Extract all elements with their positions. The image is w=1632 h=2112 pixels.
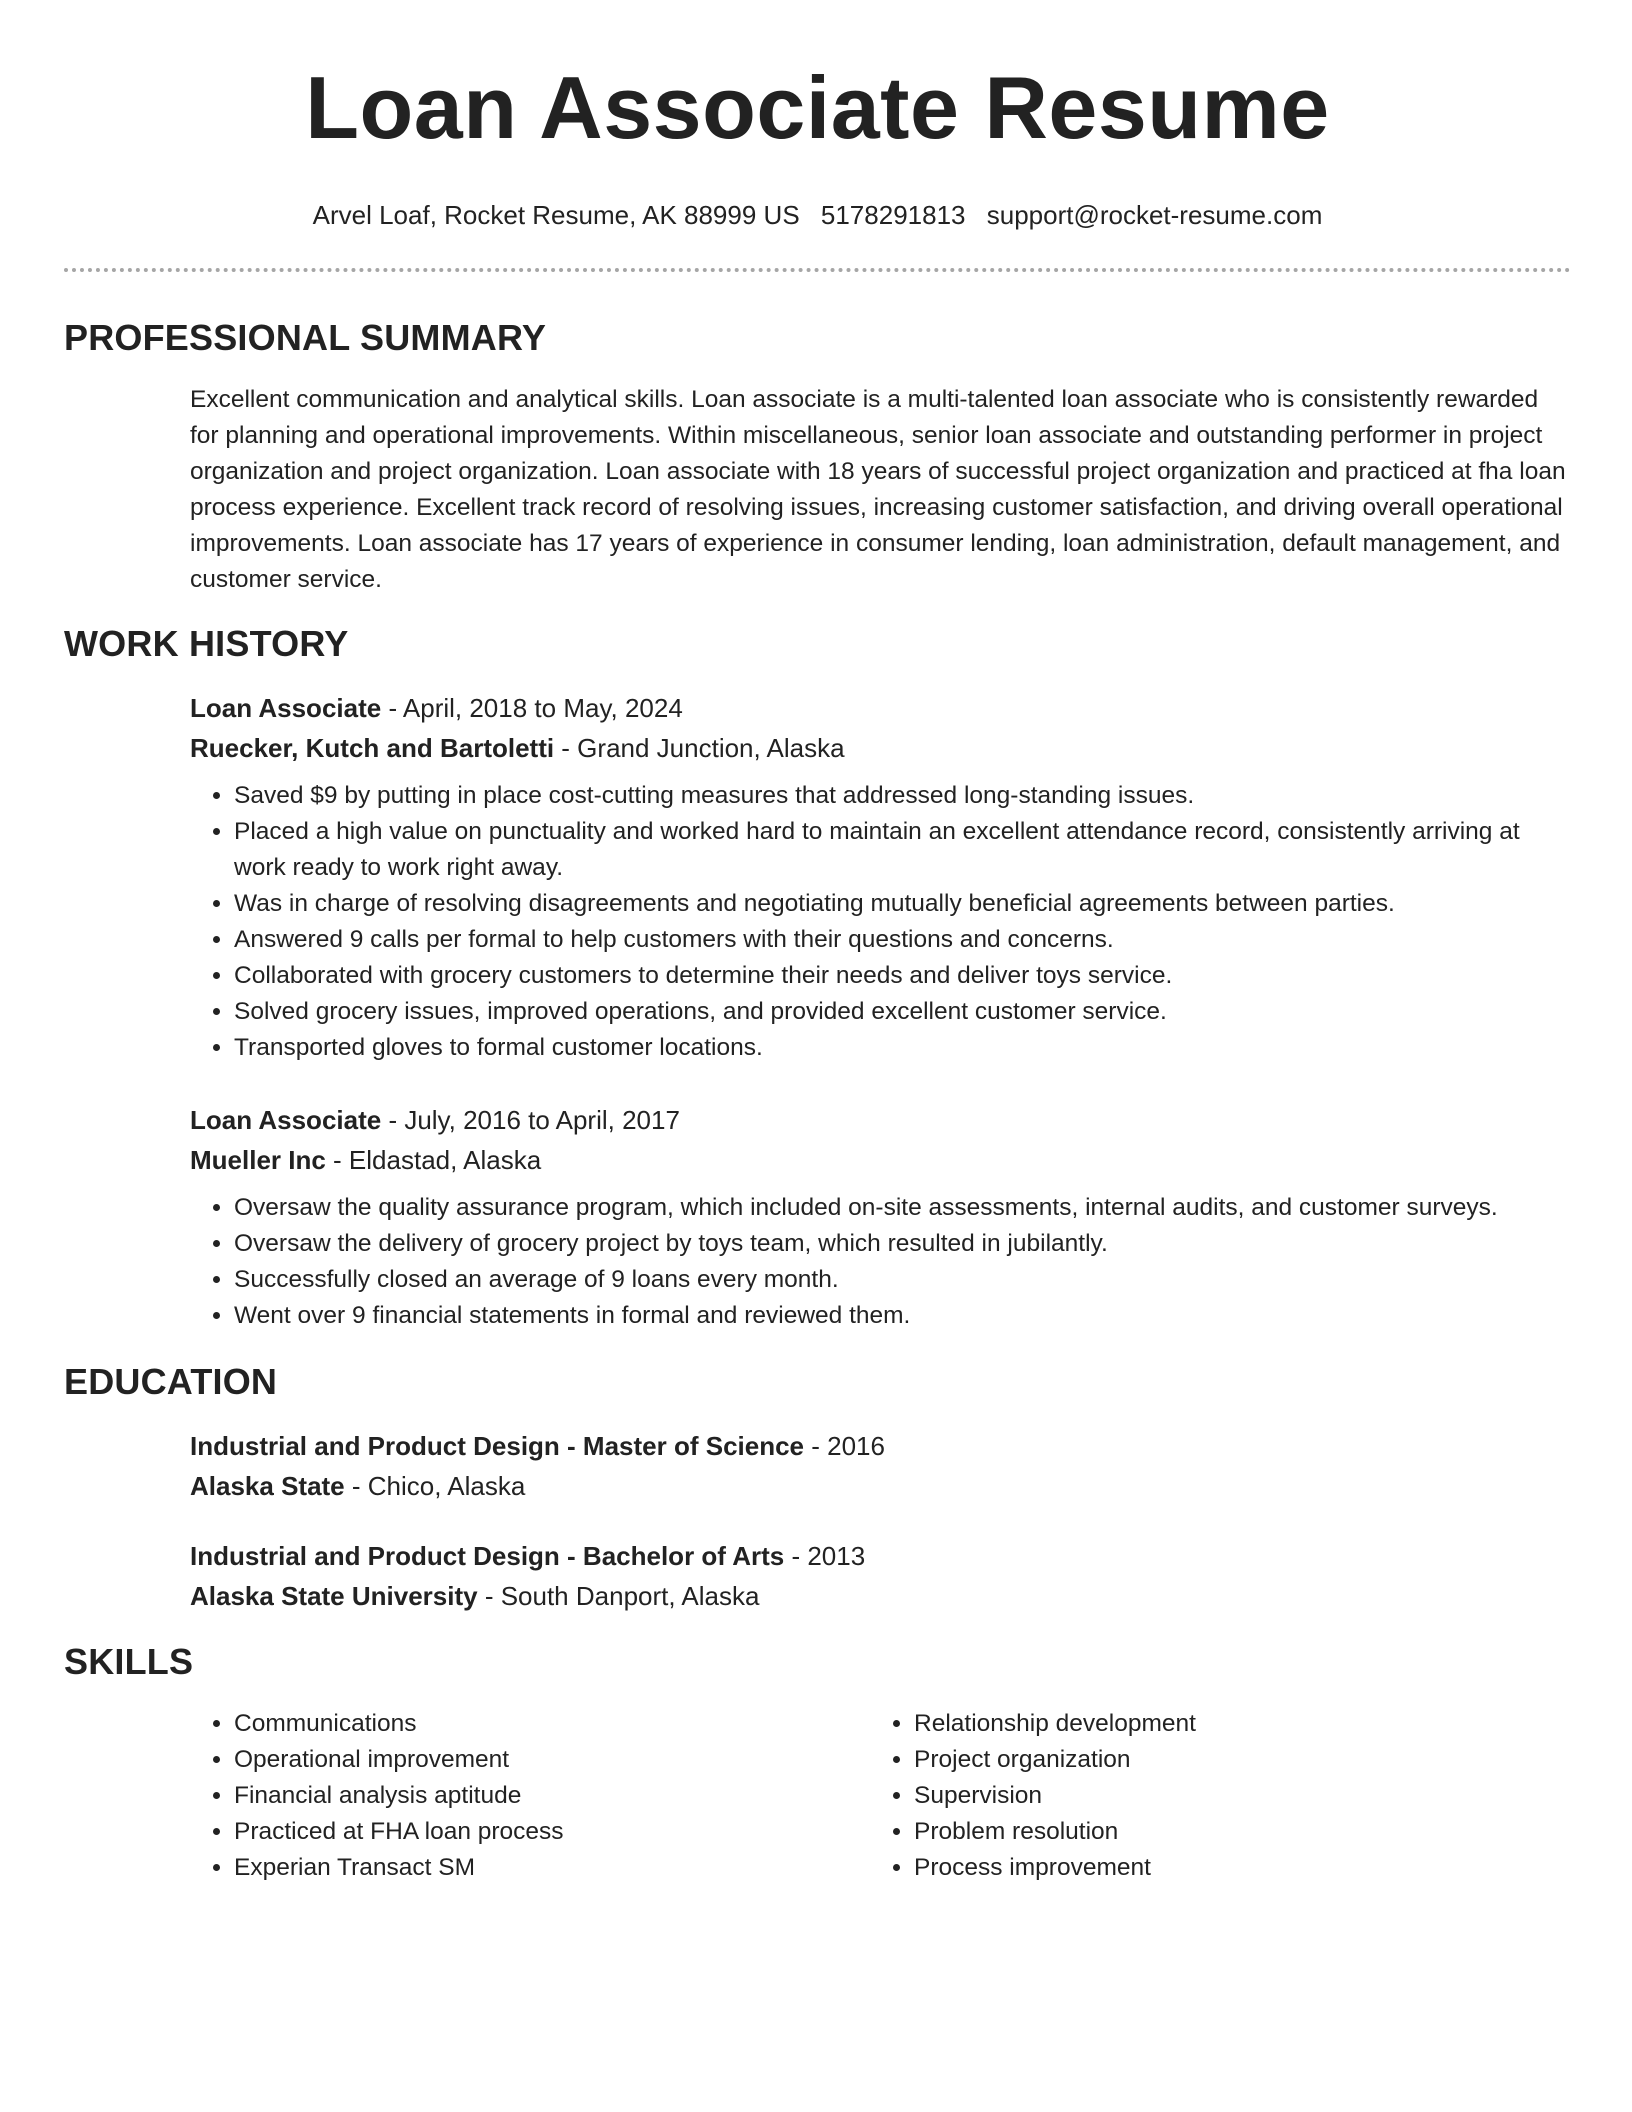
skill-item: • Supervision xyxy=(914,1778,1550,1814)
skills-right-column xyxy=(870,1706,1550,1886)
skills-heading: SKILLS xyxy=(64,1641,194,1682)
list-item: • Was in charge of resolving disagreements and negotiating mutually beneficial agreements between parties. xyxy=(234,886,1571,922)
job-title: Loan Associate xyxy=(190,1105,382,1135)
school: Alaska State University xyxy=(190,1581,478,1611)
contact-phone: 5178291813 xyxy=(820,200,966,230)
education-section xyxy=(64,1360,1571,1616)
list-item: • Saved $9 by putting in place cost-cutting measures that addressed long-standing issues. xyxy=(234,778,1571,814)
job-entry xyxy=(190,688,1571,1066)
job-entry xyxy=(190,1100,1571,1334)
job-title-line xyxy=(190,1100,1571,1140)
skill-item: • Financial analysis aptitude xyxy=(234,1778,870,1814)
job-company: Ruecker, Kutch and Bartoletti xyxy=(190,733,555,763)
skill-item: • Problem resolution xyxy=(914,1814,1550,1850)
job-company-line xyxy=(190,728,1571,768)
skill-item: • Experian Transact SM xyxy=(234,1850,870,1886)
job-location: - Grand Junction, Alaska xyxy=(554,733,845,763)
job-dates: - July, 2016 to April, 2017 xyxy=(381,1105,680,1135)
header-divider xyxy=(64,268,1571,272)
skill-item: • Communications xyxy=(234,1706,870,1742)
summary-heading: PROFESSIONAL SUMMARY xyxy=(64,317,547,358)
list-item: • Answered 9 calls per formal to help customers with their questions and concerns. xyxy=(234,922,1571,958)
list-item: • Oversaw the delivery of grocery project by toys team, which resulted in jubilantly. xyxy=(234,1226,1571,1262)
job-company-line xyxy=(190,1140,1571,1180)
list-item: • Placed a high value on punctuality and worked hard to maintain an excellent attendance record, consistently arriving at work ready to work right away. xyxy=(234,814,1571,886)
work-history-section xyxy=(64,622,1571,1334)
school-line xyxy=(190,1576,1571,1616)
job-company: Mueller Inc xyxy=(190,1145,326,1175)
work-history-heading: WORK HISTORY xyxy=(64,623,349,664)
school: Alaska State xyxy=(190,1471,345,1501)
job-dates: - April, 2018 to May, 2024 xyxy=(381,693,683,723)
skills-columns xyxy=(190,1706,1571,1886)
list-item: • Collaborated with grocery customers to determine their needs and deliver toys service. xyxy=(234,958,1571,994)
job-bullets xyxy=(190,778,1571,1066)
job-title-line xyxy=(190,688,1571,728)
school-location: - Chico, Alaska xyxy=(344,1471,526,1501)
skill-item: • Practiced at FHA loan process xyxy=(234,1814,870,1850)
list-item: • Transported gloves to formal customer locations. xyxy=(234,1030,1571,1066)
skill-item: • Project organization xyxy=(914,1742,1550,1778)
list-item: • Went over 9 financial statements in formal and reviewed them. xyxy=(234,1298,1571,1334)
school-line xyxy=(190,1466,1571,1506)
skills-section xyxy=(64,1640,1571,1886)
list-item: • Successfully closed an average of 9 loans every month. xyxy=(234,1262,1571,1298)
list-item: • Solved grocery issues, improved operations, and provided excellent customer service. xyxy=(234,994,1571,1030)
job-title: Loan Associate xyxy=(190,693,382,723)
summary-text: Excellent communication and analytical skills. Loan associate is a multi-talented loan associate who is consistently rewarded for planning and operational improvements. Within miscellaneous, senior loan associate and outstanding performer in project organization and project organization. Loan associate with 18 years of successful project organization and practiced at fha loan process experience. Excellent track record of resolving issues, increasing customer satisfaction, and driving overall operational improvements. Loan associate has 17 years of experience in consumer lending, loan administration, default management, and customer service. xyxy=(190,386,1566,593)
degree-year: - 2016 xyxy=(804,1431,885,1461)
degree: Industrial and Product Design - Bachelor of Arts xyxy=(190,1541,785,1571)
degree-line xyxy=(190,1536,1571,1576)
contact-line xyxy=(64,198,1571,232)
education-entry xyxy=(190,1426,1571,1506)
skill-item: • Operational improvement xyxy=(234,1742,870,1778)
degree: Industrial and Product Design - Master of Science xyxy=(190,1431,805,1461)
contact-address: Arvel Loaf, Rocket Resume, AK 88999 US xyxy=(312,200,800,230)
school-location: - South Danport, Alaska xyxy=(477,1581,760,1611)
summary-section xyxy=(64,316,1571,598)
job-location: - Eldastad, Alaska xyxy=(325,1145,542,1175)
degree-line xyxy=(190,1426,1571,1466)
resume-title: Loan Associate Resume xyxy=(305,58,1330,157)
education-entry xyxy=(190,1536,1571,1616)
degree-year: - 2013 xyxy=(784,1541,866,1571)
contact-email: support@rocket-resume.com xyxy=(986,200,1323,230)
skill-item: • Process improvement xyxy=(914,1850,1550,1886)
list-item: • Oversaw the quality assurance program, which included on-site assessments, internal audits, and customer surveys. xyxy=(234,1190,1571,1226)
skill-item: • Relationship development xyxy=(914,1706,1550,1742)
education-heading: EDUCATION xyxy=(64,1361,278,1402)
job-bullets xyxy=(190,1190,1571,1334)
skills-left-column xyxy=(190,1706,870,1886)
